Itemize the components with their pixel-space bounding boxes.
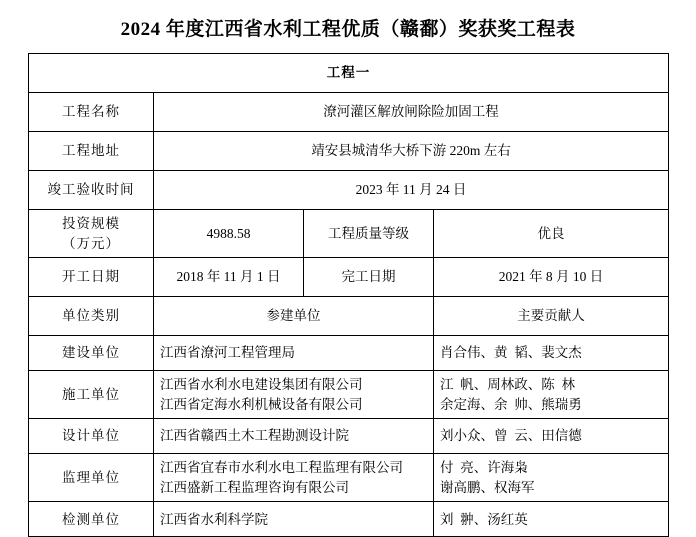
completion-acceptance-value: 2023 年 11 月 24 日 [154, 171, 669, 210]
project-name-label: 工程名称 [29, 93, 154, 132]
unit-type-cell: 设计单位 [29, 419, 154, 454]
contributor-cell [434, 371, 669, 419]
start-date-label: 开工日期 [29, 258, 154, 297]
unit-name-line: 江西省宜春市水利水电工程监理有限公司 [160, 460, 403, 476]
unit-name-cell [154, 502, 434, 537]
table-row [29, 454, 669, 502]
start-date-value: 2018 年 11 月 1 日 [154, 258, 304, 297]
unit-type-header: 单位类别 [29, 297, 154, 336]
quality-grade-label: 工程质量等级 [304, 210, 434, 258]
unit-name-cell [154, 419, 434, 454]
unit-type-cell: 施工单位 [29, 371, 154, 419]
unit-type-cell: 建设单位 [29, 336, 154, 371]
contributor-line: 谢高鹏、权海军 [440, 479, 535, 495]
table-row-units-header [29, 297, 669, 336]
contributor-line: 余定海、余 帅、熊瑞勇 [440, 396, 582, 412]
unit-name-line: 江西省潦河工程管理局 [160, 345, 295, 361]
contributor-cell [434, 502, 669, 537]
project-address-value: 靖安县城清华大桥下游 220m 左右 [154, 132, 669, 171]
table-row-project-address [29, 132, 669, 171]
unit-name-cell [154, 371, 434, 419]
table-row-dates [29, 258, 669, 297]
unit-type-cell: 监理单位 [29, 454, 154, 502]
unit-name-line: 江西省水利水电建设集团有限公司 [160, 377, 363, 393]
table-row [29, 371, 669, 419]
section-header-cell: 工程一 [29, 54, 669, 93]
contributor-cell [434, 454, 669, 502]
unit-type-cell: 检测单位 [29, 502, 154, 537]
unit-name-line: 江西省定海水利机械设备有限公司 [160, 396, 363, 412]
investment-label [29, 210, 154, 258]
contributor-line: 肖合伟、黄 韬、裴文杰 [440, 345, 582, 361]
finish-date-label: 完工日期 [304, 258, 434, 297]
award-project-table [28, 53, 669, 537]
table-row-section-header [29, 54, 669, 93]
quality-grade-value: 优良 [434, 210, 669, 258]
contributor-cell [434, 336, 669, 371]
contributor-line: 刘 翀、汤红英 [440, 511, 528, 527]
unit-name-line: 江西盛新工程监理咨询有限公司 [160, 479, 349, 495]
finish-date-value: 2021 年 8 月 10 日 [434, 258, 669, 297]
project-address-label: 工程地址 [29, 132, 154, 171]
table-row-completion-acceptance [29, 171, 669, 210]
contributor-line: 江 帆、周林政、陈 林 [440, 377, 575, 393]
unit-name-line: 江西省赣西土木工程勘测设计院 [160, 428, 349, 444]
completion-acceptance-label: 竣工验收时间 [29, 171, 154, 210]
contributor-line: 付 亮、许海枭 [440, 460, 528, 476]
main-contributor-header: 主要贡献人 [434, 297, 669, 336]
unit-name-line: 江西省水利科学院 [160, 511, 268, 527]
unit-name-cell [154, 336, 434, 371]
contributor-cell [434, 419, 669, 454]
investment-label-line2: （万元） [62, 235, 120, 251]
page-title: 2024 年度江西省水利工程优质（赣鄱）奖获奖工程表 [120, 19, 576, 40]
table-row [29, 336, 669, 371]
project-name-value: 潦河灌区解放闸除险加固工程 [154, 93, 669, 132]
unit-name-cell [154, 454, 434, 502]
table-row [29, 502, 669, 537]
contributor-line: 刘小众、曾 云、田信德 [440, 428, 582, 444]
table-row [29, 419, 669, 454]
investment-value: 4988.58 [154, 210, 304, 258]
table-row-investment [29, 210, 669, 258]
participating-unit-header: 参建单位 [154, 297, 434, 336]
investment-label-line1: 投资规模 [62, 216, 120, 231]
table-row-project-name [29, 93, 669, 132]
